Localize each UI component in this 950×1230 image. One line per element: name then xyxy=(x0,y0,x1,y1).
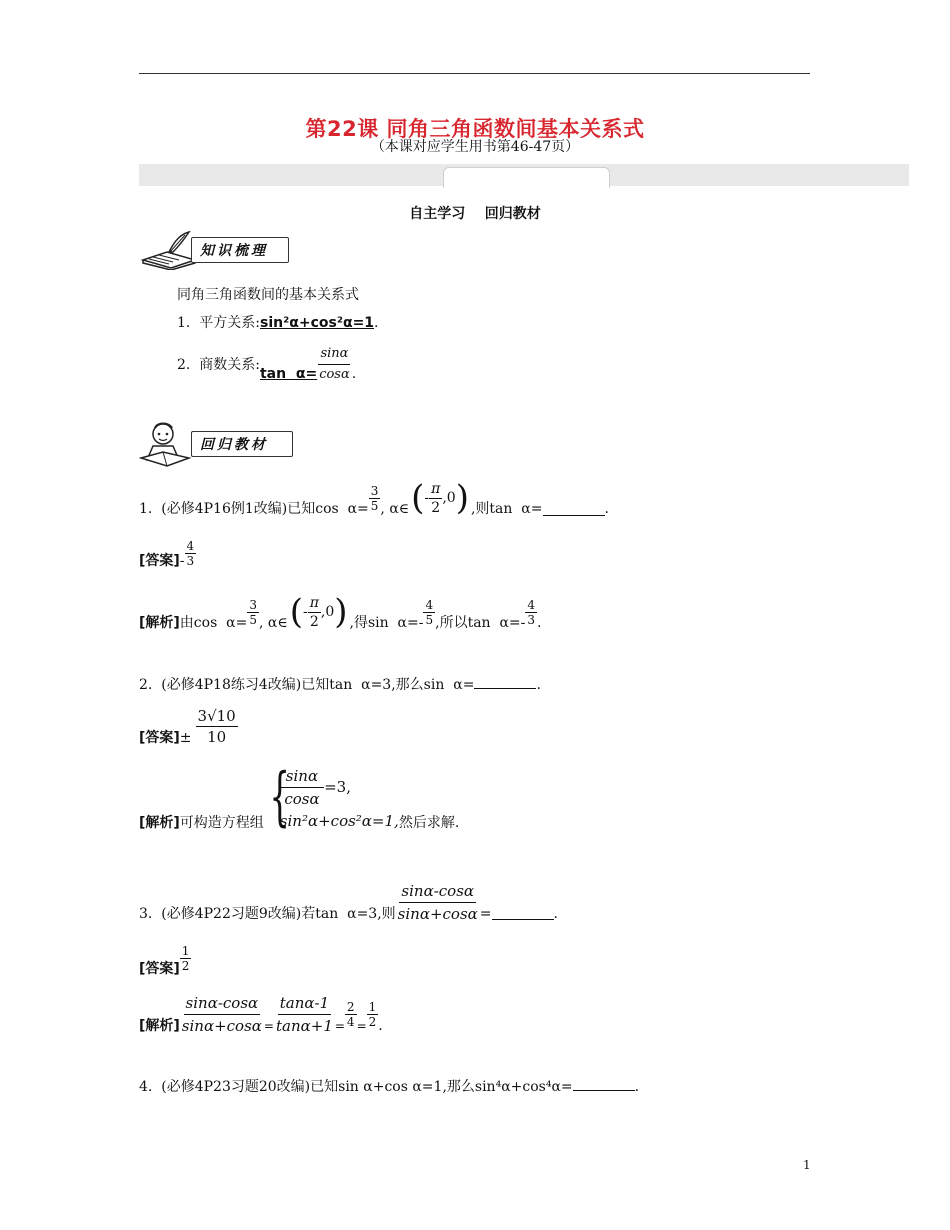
solution-fraction-2 xyxy=(274,992,335,1037)
problem-1-text: 1. (必修4P16例1改编)已知cos α= xyxy=(139,501,369,517)
frac-num: 4 xyxy=(425,597,434,612)
answer-tag: [答案] xyxy=(139,729,180,746)
problem-3-fraction xyxy=(396,880,480,925)
solution-tag: [解析] xyxy=(139,815,180,831)
frac-num: 4 xyxy=(186,538,195,553)
frac-den: 5 xyxy=(249,612,257,627)
solution-text: 可构造方程组 xyxy=(179,815,264,831)
frac-num: tanα-1 xyxy=(278,992,331,1015)
item2-fraction xyxy=(317,344,352,385)
item1-formula: sin²α+cos²α=1 xyxy=(259,315,375,331)
item2-label: 2. 商数关系: xyxy=(177,356,260,373)
problem-1-solution: [解析] 由cos α= $\frac{3}{5}$ , α∈ ( - $\frac{\pi}{2}$ ,0 ) ,得sin α=- $\frac{4}{5}$ ,所以tan α=- $\frac{4}{3}$ . xyxy=(139,592,542,632)
problem-1: 1. (必修4P16例1改编)已知cos α= $\frac{3}{5}$ , α∈ ( - $\frac{\pi}{2}$ ,0 ) ,则tan α= . xyxy=(139,478,609,518)
answer-tag: [答案] xyxy=(139,961,180,977)
item2-numerator: sinα xyxy=(318,344,350,365)
frac-den: sinα+cosα xyxy=(181,1017,262,1035)
solution-fraction-1 xyxy=(180,992,264,1037)
problem-3-text-b: = xyxy=(479,905,492,922)
section-heading: 自主学习 回归教材 xyxy=(409,206,541,222)
reading-child-icon xyxy=(139,420,195,468)
frac-den: 5 xyxy=(425,612,434,627)
answer-blank[interactable] xyxy=(474,676,536,689)
solution-tan-fraction xyxy=(525,598,537,627)
frac-den: tanα+1 xyxy=(275,1017,333,1035)
problem-2-answer xyxy=(139,706,238,747)
solution-interval: ( - $\frac{\pi}{2}$ ,0 ) xyxy=(289,592,348,632)
interval-fraction xyxy=(429,480,442,517)
solution-text-c: ,得sin α=- xyxy=(349,615,424,631)
problem-3: 3. (必修4P22习题9改编)若tan α=3,则 $\frac{\sin\alpha-\cos\alpha}{\sin\alpha+\cos\alpha}$ = . xyxy=(139,882,558,923)
solution-sin-fraction xyxy=(423,598,435,627)
book-quill-icon xyxy=(139,230,199,270)
problem-4-text: 4. (必修4P23习题20改编)已知sin α+cos α=1,那么sin⁴α+cos⁴α= xyxy=(139,1079,573,1095)
frac-num: π xyxy=(309,594,319,611)
frac-den: 5 xyxy=(370,498,379,513)
frac-den: 10 xyxy=(207,728,227,746)
knowledge-item-2: 2. 商数关系: tan α= $\frac{\sin\alpha}{\cos\alpha}$ . xyxy=(177,344,356,385)
frac-den: 4 xyxy=(346,1015,355,1029)
problem-1-interval: ( - $\frac{\pi}{2}$ ,0 ) xyxy=(411,478,469,518)
solution-fraction-3 xyxy=(345,1000,357,1029)
answer-blank[interactable] xyxy=(573,1078,635,1091)
problem-1-text-b: , α∈ xyxy=(380,501,410,517)
textbook-banner xyxy=(139,420,293,468)
item2-denominator: cosα xyxy=(319,367,350,382)
frac-den: cosα xyxy=(284,789,320,808)
problem-2-text: 2. (必修4P18练习4改编)已知tan α=3,那么sin α= xyxy=(139,677,475,693)
system-eq2: sin²α+cos²α=1, xyxy=(279,811,399,830)
frac-num: sinα-cosα xyxy=(184,992,261,1015)
problem-3-solution: [解析] $\frac{\sin\alpha-\cos\alpha}{\sin\alpha+\cos\alpha}$ = $\frac{\tan\alpha-1}{\tan\alpha+1}$ = $\frac{2}{4}$ = $\frac{1}{2}$ . xyxy=(139,994,383,1035)
answer-fraction xyxy=(185,539,197,568)
solution-tag: [解析] xyxy=(139,1017,180,1034)
frac-den: sinα+cosα xyxy=(397,905,478,923)
solution-fraction-4 xyxy=(367,1000,379,1029)
frac-den: 3 xyxy=(186,553,195,568)
knowledge-banner xyxy=(139,230,289,270)
answer-sign: - xyxy=(179,553,185,569)
lesson-subtitle: （本课对应学生用书第46-47页） xyxy=(370,139,580,155)
frac-num: 4 xyxy=(527,597,536,612)
frac-num: 3 xyxy=(249,597,257,612)
frac-den: 2 xyxy=(368,1015,377,1029)
problem-1-cos-fraction xyxy=(369,484,381,513)
frac-num: π xyxy=(431,480,441,497)
textbook-banner-label: 回归教材 xyxy=(191,431,293,457)
item1-label: 1. 平方关系: xyxy=(177,315,260,331)
answer-sign: ± xyxy=(179,729,192,746)
frac-num: 3 xyxy=(370,483,379,498)
solution-text-d: ,所以tan α=- xyxy=(435,615,526,631)
frac-num: 1 xyxy=(181,943,190,958)
solution-end-text: 然后求解. xyxy=(398,815,460,831)
problem-4: 4. (必修4P23习题20改编)已知sin α+cos α=1,那么sin⁴α+cos⁴α= . xyxy=(139,1079,640,1095)
frac-den: 3 xyxy=(527,612,536,627)
answer-blank[interactable] xyxy=(492,907,554,920)
frac-num: 1 xyxy=(368,1000,377,1014)
frac-num: sinα xyxy=(280,765,324,788)
lesson-title: 第22课 同角三角函数间基本关系式 xyxy=(305,117,645,141)
frac-num: 2 xyxy=(346,1000,355,1014)
answer-blank[interactable] xyxy=(543,503,605,516)
equation-system: { $\frac{\sin\alpha}{\cos\alpha}$ =3, sin²α+cos²α=1, xyxy=(269,760,399,834)
header-band-tab xyxy=(443,167,610,188)
problem-2-solution xyxy=(139,762,459,832)
top-rule xyxy=(139,73,810,74)
knowledge-banner-label: 知识梳理 xyxy=(191,237,289,263)
item2-lhs: tan α= xyxy=(259,365,318,382)
frac-den: 2 xyxy=(309,613,319,630)
frac-num: sinα-cosα xyxy=(399,880,476,903)
problem-1-text-c: ,则tan α= xyxy=(470,501,543,517)
frac-den: 2 xyxy=(431,499,441,516)
knowledge-intro: 同角三角函数间的基本关系式 xyxy=(177,287,359,303)
answer-tag: [答案] xyxy=(139,553,180,569)
solution-text-b: , α∈ xyxy=(258,615,288,631)
problem-1-answer xyxy=(139,536,196,570)
interval-fraction xyxy=(308,594,321,631)
problem-3-answer xyxy=(139,938,191,978)
answer-fraction xyxy=(180,944,192,973)
problem-2: 2. (必修4P18练习4改编)已知tan α=3,那么sin α= . xyxy=(139,677,541,693)
solution-text-a: 由cos α= xyxy=(179,615,248,631)
solution-cos-fraction xyxy=(247,598,259,627)
solution-tag: [解析] xyxy=(139,615,180,631)
system-eq1-rhs: =3, xyxy=(324,778,351,796)
frac-num: 3√10 xyxy=(197,707,236,725)
problem-3-text: 3. (必修4P22习题9改编)若tan α=3,则 xyxy=(139,905,396,922)
page-number: 1 xyxy=(803,1158,811,1172)
frac-den: 2 xyxy=(181,958,190,973)
answer-fraction xyxy=(196,706,238,747)
knowledge-item-1: 1. 平方关系:sin²α+cos²α=1. xyxy=(177,315,379,331)
